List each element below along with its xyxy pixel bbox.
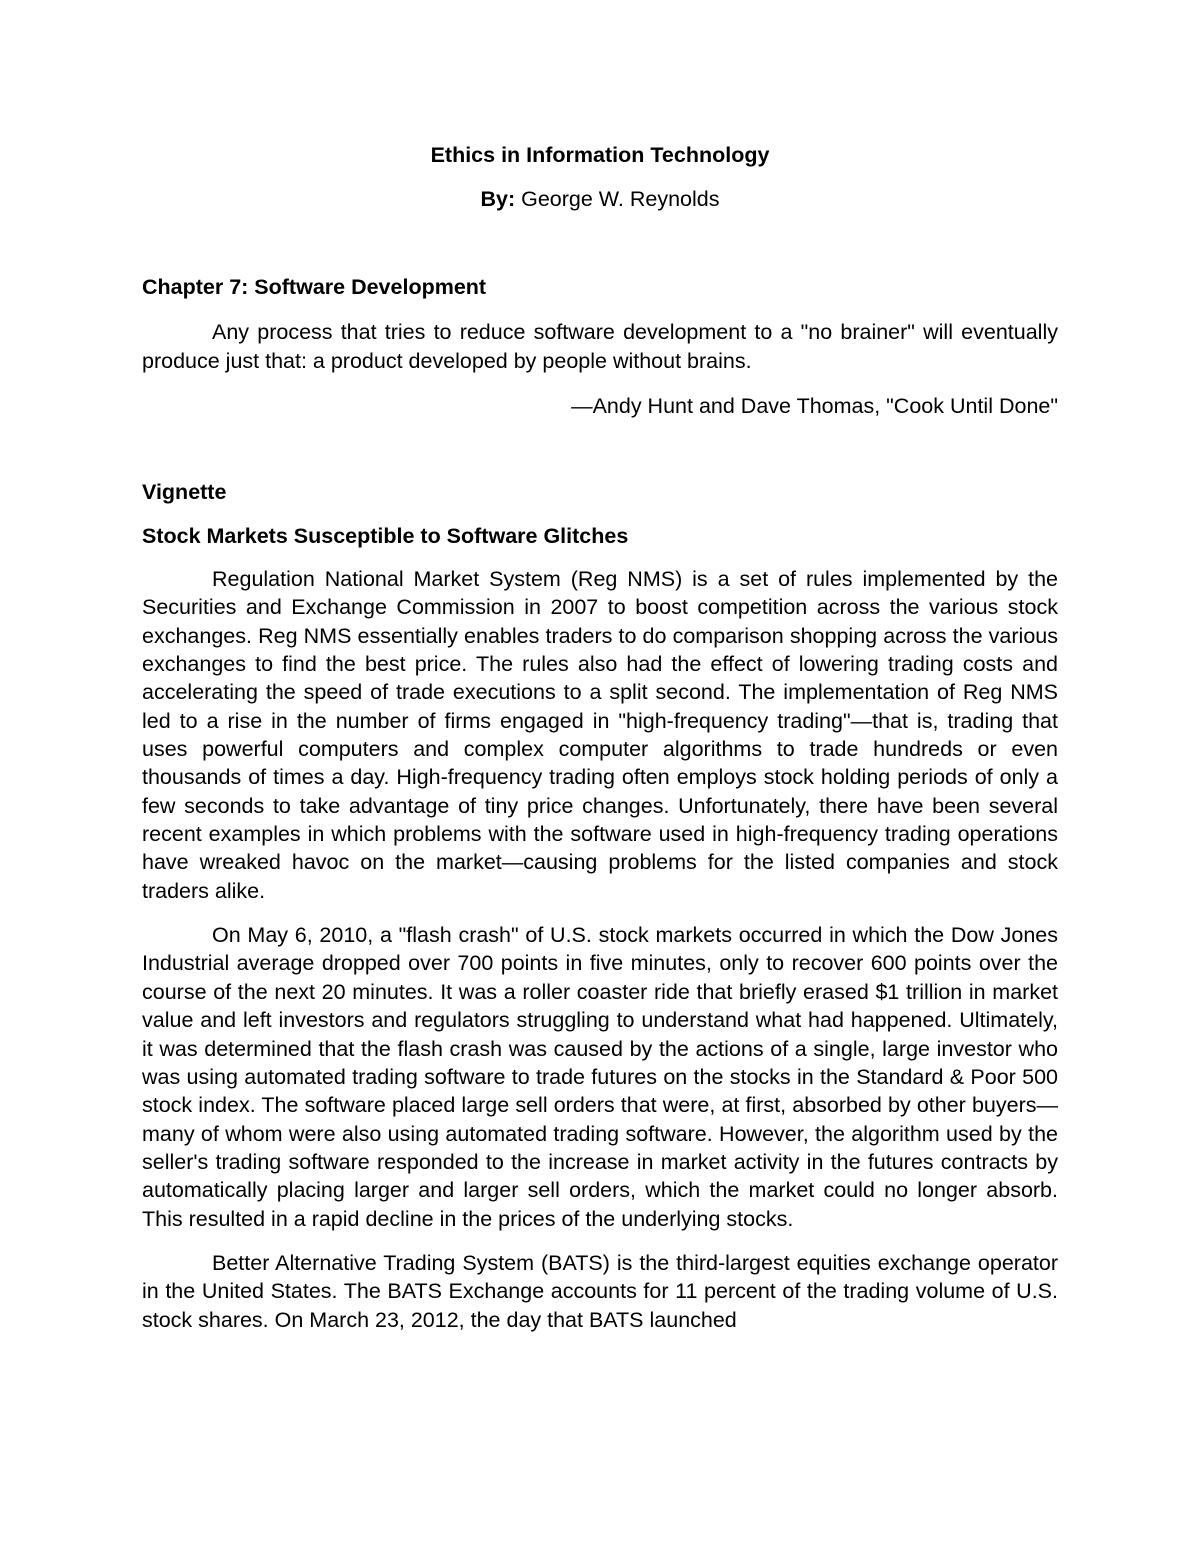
chapter-heading: Chapter 7: Software Development xyxy=(142,275,487,299)
epigraph-attribution: —Andy Hunt and Dave Thomas, "Cook Until Done" xyxy=(571,394,1058,418)
body-paragraph: On May 6, 2010, a "flash crash" of U.S. stock markets occurred in which the Dow Jones Industrial average dropped over 700 points in five minutes, only to recover 600 points over the course of the next 20 minutes. It was a roller coaster ride that briefly erased $1 trillion in market value and left investors and regulators struggling to understand what had happened. Ultimately, it was determined that the flash crash was caused by the actions of a single, large investor who was using automated trading software to trade futures on the stocks in the Standard & Poor 500 stock index. The software placed large sell orders that were, at first, absorbed by other buyers—many of whom were also using automated trading software. However, the algorithm used by the seller's trading software responded to the increase in market activity in the futures contracts by automatically placing larger and larger sell orders, which the market could no longer absorb. This resulted in a rapid decline in the prices of the underlying stocks. xyxy=(142,923,1058,1231)
byline-label: By: xyxy=(480,187,516,211)
document-title: Ethics in Information Technology xyxy=(430,143,770,167)
section-subheading: Stock Markets Susceptible to Software Glitches xyxy=(142,524,629,548)
section-heading: Vignette xyxy=(142,480,227,504)
epigraph: Any process that tries to reduce software development to a "no brainer" will eventually produce just that: a product developed by people without brains. xyxy=(142,320,1058,373)
page-content xyxy=(142,140,1058,1334)
body-paragraph: Better Alternative Trading System (BATS) is the third-largest equities exchange operator in the United States. The BATS Exchange accounts for 11 percent of the trading volume of U.S. stock shares. On March 23, 2012, the day that BATS launched xyxy=(142,1250,1058,1332)
byline xyxy=(142,184,1058,214)
byline-author: George W. Reynolds xyxy=(521,187,720,211)
body-paragraph: Regulation National Market System (Reg NMS) is a set of rules implemented by the Securities and Exchange Commission in 2007 to boost competition across the various stock exchanges. Reg NMS essentially enables traders to do comparison shopping across the various exchanges to find the best price. The rules also had the effect of lowering trading costs and accelerating the speed of trade executions to a split second. The implementation of Reg NMS led to a rise in the number of firms engaged in "high-frequency trading"—that is, trading that uses powerful computers and complex computer algorithms to trade hundreds or even thousands of times a day. High-frequency trading often employs stock holding periods of only a few seconds to take advantage of tiny price changes. Unfortunately, there have been several recent examples in which problems with the software used in high-frequency trading operations have wreaked havoc on the market—causing problems for the listed companies and stock traders alike. xyxy=(142,567,1058,903)
